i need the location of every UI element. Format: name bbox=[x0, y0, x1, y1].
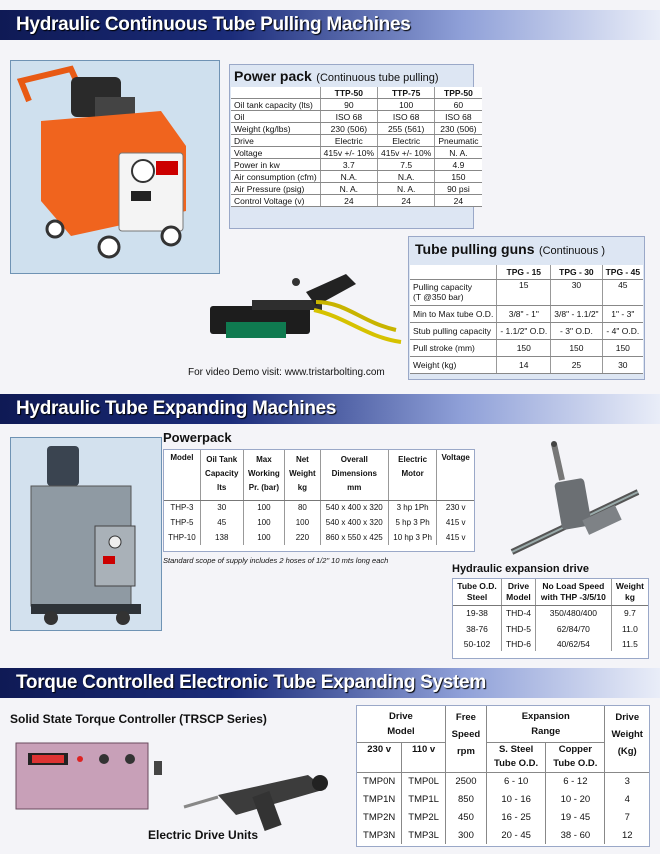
section-banner-torque bbox=[0, 668, 660, 698]
power-pack-title: Power pack bbox=[234, 68, 312, 84]
model-header: TPP-50 bbox=[435, 87, 482, 99]
powerpack-table-frame bbox=[163, 449, 475, 552]
expansion-table bbox=[453, 579, 648, 651]
trscp-title: Solid State Torque Controller (TRSCP Series) bbox=[10, 712, 267, 726]
table-row: Pull stroke (mm) 150 150 150 bbox=[410, 339, 643, 356]
table-row: TMP0N TMP0L 2500 6 - 10 6 - 12 3 bbox=[357, 772, 649, 790]
table-row: Air consumption (cfm) N.A. N.A. 150 bbox=[231, 171, 482, 183]
tube-guns-subtitle: (Continuous ) bbox=[538, 245, 605, 257]
model-header: TTP-50 bbox=[320, 87, 377, 99]
tube-pulling-gun-photo bbox=[196, 262, 406, 362]
table-row: TMP2N TMP2L 450 16 - 25 19 - 45 7 bbox=[357, 808, 649, 826]
power-pack-heading bbox=[234, 68, 439, 86]
power-pack-table bbox=[231, 87, 482, 207]
power-pack-photo bbox=[10, 60, 220, 274]
table-row: THP-5 45 100 100 540 x 400 x 320 5 hp 3 Ph 415 v bbox=[164, 515, 474, 530]
table-row: 38-76 THD-5 62/84/70 11.0 bbox=[453, 621, 648, 636]
table-row: Oil tank capacity (lts) 90 100 60 bbox=[231, 99, 482, 111]
table-subheader-row: 230 v 110 v S. Steel Tube O.D. Copper Tube O.D. bbox=[357, 742, 649, 772]
table-row: THP-10 138 100 220 860 x 550 x 425 10 hp 3 Ph 415 v bbox=[164, 530, 474, 545]
electric-drive-units-label: Electric Drive Units bbox=[148, 828, 259, 842]
expansion-table-frame bbox=[452, 578, 649, 659]
table-row: TMP3N TMP3L 300 20 - 45 38 - 60 12 bbox=[357, 826, 649, 844]
table-row: Weight (kg) 14 25 30 bbox=[410, 356, 643, 373]
expansion-drive-photo bbox=[500, 440, 650, 560]
tube-guns-table bbox=[410, 265, 643, 374]
table-row: Power in kw 3.7 7.5 4.9 bbox=[231, 159, 482, 171]
tube-guns-table-frame bbox=[408, 236, 645, 380]
tube-guns-heading bbox=[415, 241, 605, 259]
model-header: TPG - 30 bbox=[551, 265, 602, 279]
table-row: Drive Electric Electric Pneumatic bbox=[231, 135, 482, 147]
table-row: Air Pressure (psig) N. A. N. A. 90 psi bbox=[231, 183, 482, 195]
torque-table bbox=[357, 706, 649, 844]
table-row: THP-3 30 100 80 540 x 400 x 320 3 hp 1Ph 230 v bbox=[164, 500, 474, 515]
table-row: Pulling capacity (T @350 bar) 15 30 45 bbox=[410, 279, 643, 305]
supply-note: Standard scope of supply includes 2 hoses of 1/2" 10 mts long each bbox=[163, 556, 389, 565]
table-header-row bbox=[231, 87, 482, 99]
table-row: Voltage 415v +/- 10% 415v +/- 10% N. A. bbox=[231, 147, 482, 159]
table-row: 50-102 THD-6 40/62/54 11.5 bbox=[453, 636, 648, 651]
section-banner-tube-expanding bbox=[0, 394, 660, 424]
table-header-row: Drive Model Free Speed rpm Expansion Range Drive Weight (Kg) bbox=[357, 706, 649, 742]
section-title: Hydraulic Tube Expanding Machines bbox=[16, 398, 337, 419]
power-pack-subtitle: (Continuous tube pulling) bbox=[316, 72, 439, 84]
section-banner-tube-pulling bbox=[0, 10, 660, 40]
model-header: TPG - 15 bbox=[497, 265, 551, 279]
table-header-row: Model Oil Tank Capacity lts Max Working Pr. (bar) Net Weight kg Overall Dimensions mm Electric Motor Voltage bbox=[164, 450, 474, 500]
table-row: Control Voltage (v) 24 24 24 bbox=[231, 195, 482, 207]
section-title: Hydraulic Continuous Tube Pulling Machines bbox=[16, 14, 411, 35]
expansion-drive-title: Hydraulic expansion drive bbox=[452, 563, 589, 575]
video-demo-link[interactable]: For video Demo visit: www.tristarbolting.com bbox=[188, 367, 385, 378]
powerpack-table bbox=[164, 450, 474, 545]
table-header-row bbox=[410, 265, 643, 279]
torque-table-frame bbox=[356, 705, 650, 847]
table-row: Oil ISO 68 ISO 68 ISO 68 bbox=[231, 111, 482, 123]
model-header: TTP-75 bbox=[378, 87, 435, 99]
table-row: Stub pulling capacity - 1.1/2" O.D. - 3" O.D. - 4" O.D. bbox=[410, 322, 643, 339]
torque-controller-photo bbox=[8, 735, 348, 835]
table-row: Weight (kg/lbs) 230 (506) 255 (561) 230 (506) bbox=[231, 123, 482, 135]
tube-guns-title: Tube pulling guns bbox=[415, 241, 535, 257]
section-title: Torque Controlled Electronic Tube Expanding System bbox=[16, 672, 486, 693]
table-row: 19-38 THD-4 350/480/400 9.7 bbox=[453, 605, 648, 621]
table-row: TMP1N TMP1L 850 10 - 16 10 - 20 4 bbox=[357, 790, 649, 808]
table-row: Min to Max tube O.D. 3/8" - 1" 3/8" - 1.1/2" 1" - 3" bbox=[410, 305, 643, 322]
table-header-row: Tube O.D. Steel Drive Model No Load Speed with THP -3/5/10 Weight kg bbox=[453, 579, 648, 605]
power-pack-table-frame bbox=[229, 64, 479, 229]
model-header: TPG - 45 bbox=[602, 265, 643, 279]
powerpack-photo bbox=[10, 437, 162, 631]
powerpack-title: Powerpack bbox=[163, 430, 232, 445]
